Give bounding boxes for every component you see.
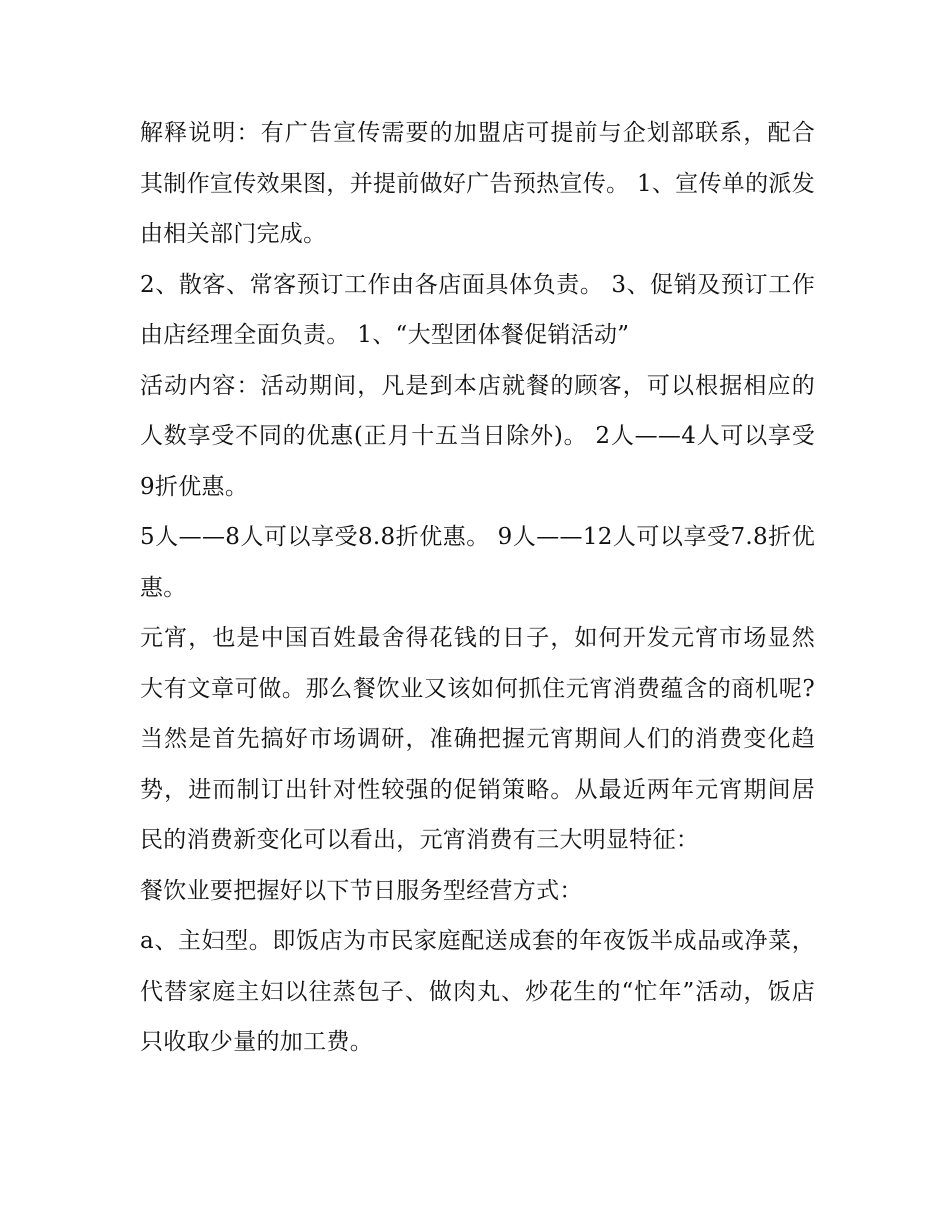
paragraph-franchise-advertising: 解释说明：有广告宣传需要的加盟店可提前与企划部联系，配合其制作宣传效果图，并提前做好广告预热宣传。 1、宣传单的派发由相关部门完成。 [140,120,815,247]
paragraph-group-meal-discounts: 活动内容：活动期间，凡是到本店就餐的顾客，可以根据相应的人数享受不同的优惠(正月十五当日除外)。 2人——4人可以享受9折优惠。 [140,372,815,500]
paragraph-reservation-duties: 2、散客、常客预订工作由各店面具体负责。 3、促销及预订工作由店经理全面负责。 1、“大型团体餐促销活动” [140,271,815,348]
paragraph-discount-tiers: 5人——8人可以享受8.8折优惠。 9人——12人可以享受7.8折优惠。 [140,524,815,601]
document-page [140,108,815,1068]
paragraph-lantern-festival-market: 元宵，也是中国百姓最舍得花钱的日子，如何开发元宵市场显然大有文章可做。那么餐饮业又该如何抓住元宵消费蕴含的商机呢?当然是首先搞好市场调研，准确把握元宵期间人们的消费变化趋势，进而制订出针对性较强的促销策略。从最近两年元宵期间居民的消费新变化可以看出，元宵消费有三大明显特征： [140,625,815,853]
paragraph-housewife-mode: a、主妇型。即饭店为市民家庭配送成套的年夜饭半成品或净菜，代替家庭主妇以往蒸包子、做肉丸、炒花生的“忙年”活动，饭店只收取少量的加工费。 [140,928,815,1055]
paragraph-service-modes-intro: 餐饮业要把握好以下节日服务型经营方式： [140,877,583,904]
